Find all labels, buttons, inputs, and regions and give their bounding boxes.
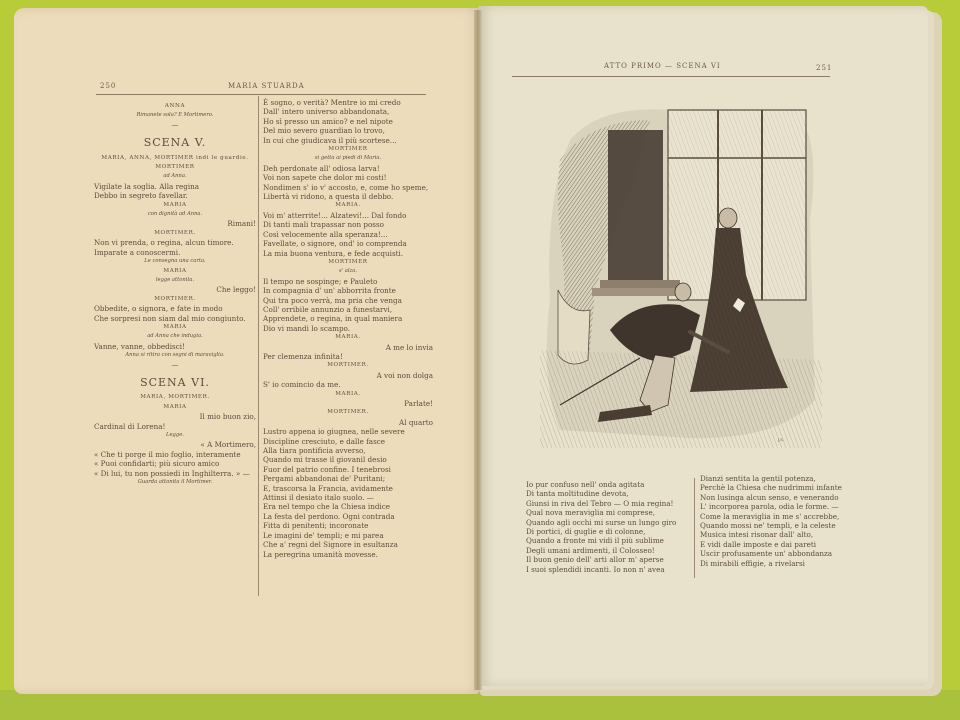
running-head-left: MARIA STUARDA	[228, 82, 305, 90]
verse-line: Voi non sapete che dolor mi costi!	[263, 173, 387, 183]
verse-line: Così velocemente alla speranza!...	[263, 229, 388, 239]
verse-line: Era nel tempo che la Chiesa indice	[263, 502, 390, 512]
verse-line: I suoi splendidi incanti. Io non n' avea	[526, 564, 665, 574]
verse-line: Apprendete, o regina, in qual maniera	[263, 314, 403, 324]
verse-line: E, trascorsa la Francia, avidamente	[263, 483, 393, 493]
verse-line: E vidi dalle imposte e dai pareti	[700, 539, 817, 549]
verse-line: Favellate, o signore, ond' io comprenda	[263, 239, 407, 249]
verse-line: A voi non dolga	[376, 370, 433, 380]
verse-line: Rimani!	[227, 219, 256, 229]
verse-line: Fitta di penitenti; incoronate	[263, 521, 369, 531]
stage-direction: s' alza.	[339, 268, 357, 275]
verse-line: « A Mortimero,	[200, 440, 256, 450]
verse-line: Le imagini de' templi; e mi parea	[263, 530, 384, 540]
verse-line: Non lusinga alcun senso, e venerando	[700, 492, 839, 502]
stage-direction: con dignità ad Anna.	[147, 211, 203, 218]
verse-line: Dianzi sentita la gentil potenza,	[700, 474, 816, 483]
speaker-name: MARIA.	[335, 334, 361, 341]
speaker-name: MORTIMER	[328, 258, 368, 265]
verse-line: Di portici, di guglie e di colonne,	[526, 527, 646, 537]
verse-line: Giunsi in riva del Tebro — O mia regina!	[526, 498, 674, 508]
verse-line: Al quarto	[399, 417, 433, 427]
engraver-signature: J.S.	[778, 438, 784, 442]
verse-line: La peregrina umanità movesse.	[263, 549, 378, 559]
verse-line: Del mio severo guardian lo trovo,	[263, 126, 385, 136]
speaker-name: MORTIMER.	[327, 362, 369, 369]
verse-line: Debbo in segreto favellar.	[94, 191, 188, 201]
separator: —	[171, 120, 179, 129]
stage-direction: legge attonita.	[155, 276, 195, 283]
page-number-right: 251	[816, 64, 833, 72]
verse-line: Il tempo ne sospinge; e Pauleto	[263, 276, 378, 286]
verse-line: Lustro appena io giugnea, nelle severe	[263, 427, 405, 437]
scene-heading: SCENA VI.	[140, 375, 210, 389]
verse-line: Quando agli occhi mi surse un lungo giro	[526, 517, 677, 527]
verse-line: In cui che giudicava il più scortese...	[263, 135, 397, 145]
verse-line: Io pur confuso nell' onda agitata	[526, 480, 645, 489]
verse-line: Ho sì presso un amico? e nel nipote	[263, 116, 393, 126]
verse-line: Pergami abbandonai de' Puritani;	[263, 474, 386, 484]
verse-line: Che leggo!	[216, 285, 256, 295]
stage-direction: ad Anna.	[163, 173, 187, 180]
verse-line: Attinsi il desiato italo suolo. —	[263, 493, 374, 503]
verse-line: Di mirabili effigie, a rivelarsi	[700, 558, 805, 568]
stage-direction: Rimanete sola? E Mortimero.	[136, 112, 214, 119]
verse-line: Vanne, vanne, obbedisci!	[94, 341, 185, 351]
running-head-right: ATTO PRIMO — SCENA VI	[604, 62, 721, 70]
verse-line: Qual nova meraviglia mi comprese,	[526, 508, 655, 518]
verse-line: Quando mossi ne' templi, e la celeste	[700, 521, 836, 531]
speaker-name: MORTIMER.	[154, 229, 196, 236]
book-gutter	[474, 10, 482, 690]
verse-line: Imparate a conoscermi.	[94, 247, 181, 257]
verse-line: Vigilate la soglia. Alla regina	[94, 181, 200, 191]
verse-line: Che a' regni del Signore in esultanza	[263, 540, 398, 550]
stage-direction: si getta ai piedi di Maria.	[314, 155, 382, 162]
speaker-name: MARIA	[163, 323, 187, 330]
stage-direction: Legge.	[166, 432, 184, 438]
speaker-name: MORTIMER.	[154, 295, 196, 302]
verse-line: Libertà vi ridono, a questa il debbo.	[263, 192, 394, 202]
speaker-name: MORTIMER	[155, 164, 195, 171]
speaker-name: ANNA	[164, 103, 186, 109]
speaker-name: MARIA	[163, 267, 187, 274]
header-rule-left	[96, 94, 426, 95]
verse-line: Di tanta moltitudine devota,	[526, 489, 629, 499]
verse-line: Non vi prenda, o regina, alcun timore.	[94, 238, 234, 248]
stage-direction: Le consegna una carta.	[144, 258, 206, 265]
verse-line: Di tanti mali trapassar non posso	[263, 220, 384, 230]
verse-line: Qui tra poco verrà, ma pria che venga	[263, 295, 402, 305]
verse-line: Perchè la Chiesa che nudrimmi infante	[700, 483, 842, 493]
column-divider	[694, 478, 695, 578]
speaker-name: MARIA	[163, 201, 187, 208]
speaker-name: MARIA, ANNA, MORTIMER indi le guardie.	[101, 154, 249, 161]
verse-line: Per clemenza infinita!	[263, 351, 343, 361]
speaker-name: MARIA.	[335, 202, 361, 209]
verse-line: Che sorpresi non siam dal mio congiunto.	[94, 313, 246, 323]
stage-direction: ad Anna che indugia.	[147, 333, 203, 340]
speaker-name: MARIA	[163, 403, 187, 410]
verse-line: Nondimen s' io v' accosto, e, come ho speme,	[263, 182, 429, 192]
verse-line: Quando a fronte mi vidi il più sublime	[526, 536, 664, 546]
verse-line: Obbedite, o signora, e fate in modo	[94, 304, 223, 314]
verse-line: Il buon genio dell' arti allor m' aperse	[526, 555, 664, 565]
verse-line: A me lo invia	[385, 342, 433, 352]
verse-line: Il mio buon zio,	[199, 412, 256, 422]
verse-line: Degli umani ardimenti, il Colosseo!	[526, 545, 655, 555]
verse-line: Fuor del patrio confine. I tenebrosi	[263, 464, 391, 474]
engraving-svg	[540, 100, 822, 448]
verse-line: Discipline cresciuto, e dalle fasce	[263, 436, 386, 446]
verse-line: La festa del perdono. Ogni contrada	[263, 511, 395, 521]
right-page-column-2	[700, 474, 870, 568]
verse-line: Quando mi trasse il giovanil desio	[263, 455, 387, 465]
column-divider	[258, 96, 259, 596]
page-number-left: 250	[100, 82, 117, 90]
engraving-illustration	[540, 100, 822, 448]
verse-line: « Che ti porge il mio foglio, interamente	[94, 449, 241, 459]
verse-line: Alla tiara pontificia avverso,	[263, 446, 366, 456]
stage-direction: Guarda attonita il Mortimer.	[137, 479, 213, 486]
verse-line: È sogno, o verità? Mentre io mi credo	[263, 98, 401, 107]
speaker-name: MARIA, MORTIMER.	[140, 394, 210, 401]
verse-line: L' incorporea parola, odia le forme. —	[700, 502, 839, 512]
right-page-column-1	[526, 480, 696, 574]
verse-line: Musica intesi risonar dall' alto,	[700, 530, 814, 540]
verse-line: Uscir profusamente un' abbondanza	[700, 549, 833, 559]
verse-line: Deh perdonate all' odiosa larva!	[263, 163, 380, 173]
verse-line: Dio vi mandi lo scampo.	[263, 323, 351, 333]
scene-heading: SCENA V.	[143, 136, 207, 150]
verse-line: « Puoi confidarti; più sicuro amico	[94, 459, 220, 469]
verse-line: Come la meraviglia in me s' accrebbe,	[700, 511, 840, 521]
verse-line: Coll' orribile annunzio a funestarvi,	[263, 304, 393, 314]
speaker-name: MORTIMER	[328, 146, 368, 153]
verse-line: Dall' intero universo abbandonata,	[263, 107, 390, 117]
speaker-name: MARIA.	[335, 390, 361, 397]
verse-line: « Di lui, tu non possiedi in Inghilterra. » —	[94, 468, 250, 478]
speaker-name: MORTIMER.	[327, 409, 369, 416]
left-page-column-1	[94, 102, 256, 487]
left-page-column-2	[263, 98, 433, 559]
verse-line: Cardinal di Lorena!	[94, 421, 166, 431]
header-rule-right	[512, 76, 830, 77]
verse-line: Voi m' atterrite!... Alzatevi!... Dal fondo	[263, 210, 407, 220]
verse-line: Parlate!	[404, 399, 433, 408]
separator: —	[171, 360, 179, 369]
verse-line: In compagnia d' un' abborrita fronte	[263, 286, 396, 296]
stage-direction: Anna si ritira con segni di maraviglia.	[125, 352, 225, 359]
verse-line: La mia buona ventura, e fede acquisti.	[263, 248, 404, 258]
verse-line: S' io comincio da me.	[263, 380, 341, 390]
